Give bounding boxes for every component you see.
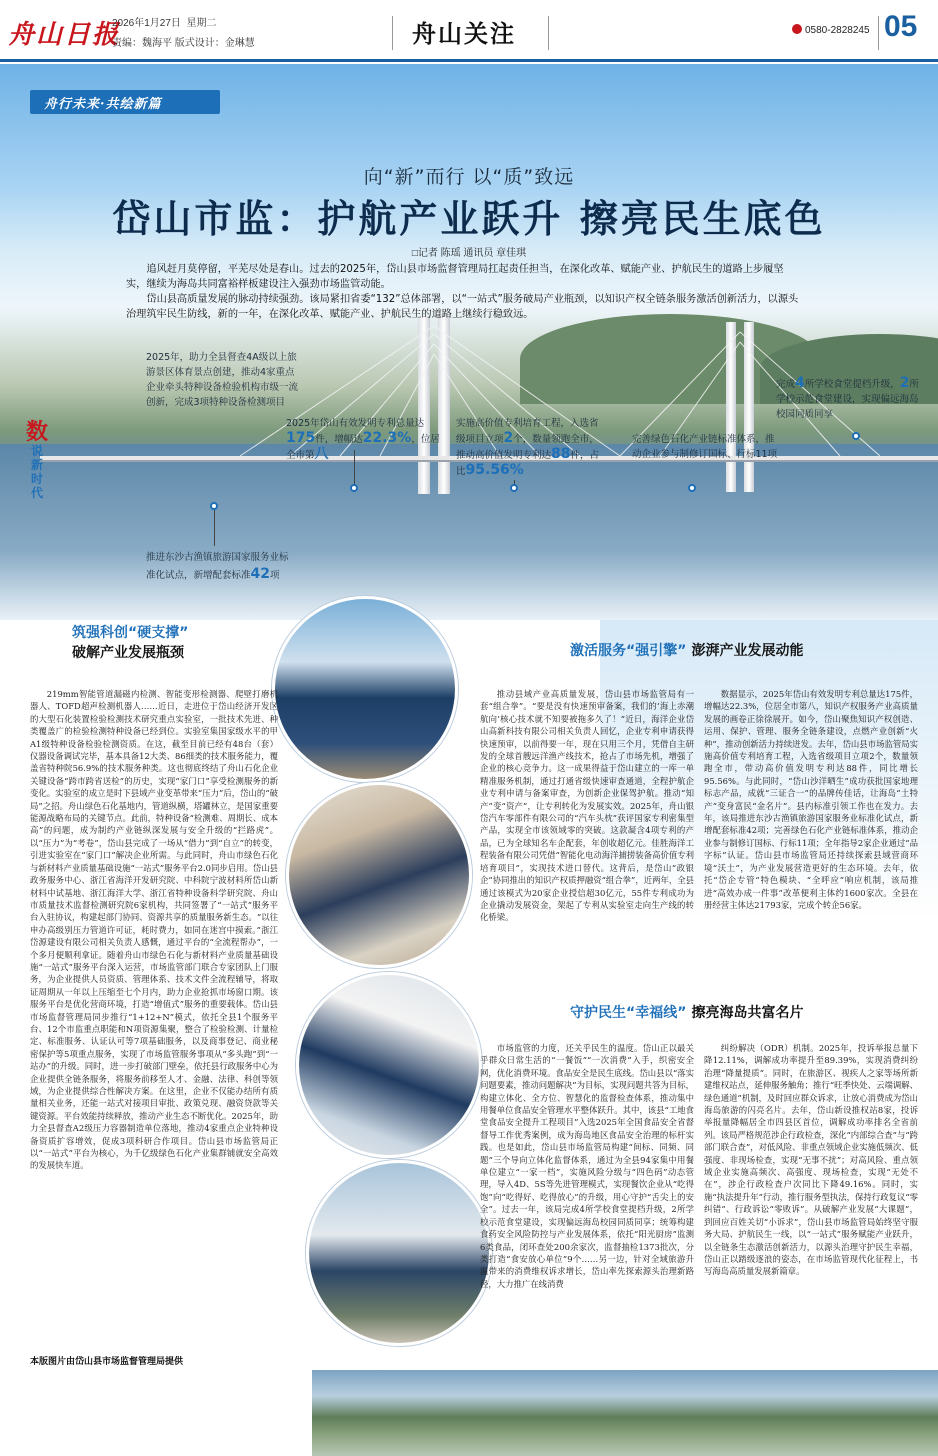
section-heading-accent: 守护民生“幸福线” (570, 1005, 687, 1021)
stat-callout-6 (146, 550, 294, 584)
newspaper-logo: 舟山日报 (8, 20, 121, 50)
photo-fill (309, 1163, 489, 1343)
stat-text: ，位居全市第 (286, 434, 440, 461)
stat-number: 22.3% (362, 430, 412, 446)
photo-credit: 本版图片由岱山县市场监督管理局提供 (30, 1357, 184, 1367)
photo-inspection-dock (272, 596, 458, 782)
photo-officers (306, 1160, 492, 1346)
issue-date (112, 14, 217, 29)
side-label (26, 420, 49, 500)
stat-number: 95.56% (465, 462, 524, 478)
photo-fill (275, 599, 455, 779)
article-column-3 (704, 688, 918, 990)
divider (392, 16, 393, 50)
coastline-photo (312, 1370, 938, 1456)
article-column-1 (30, 688, 278, 1350)
stat-text: 项 (270, 570, 280, 581)
hotline (792, 24, 870, 36)
callout-dot (688, 484, 696, 492)
side-label-text: 说新时代 (30, 444, 43, 500)
lead-text-2: 岱山县高质量发展的脉动持续强劲。该局紧扣省委“132”总体部署，以“一站式”服务破局产业瓶颈，以知识产权全链条服务激活创新活力，以源头治理筑牢民生防线，新的一年，在深化改革、赋能产业、护航民生的道路上继续行稳致远。 (126, 294, 799, 320)
stat-number: 88 (551, 446, 571, 462)
stat-number: 175 (286, 430, 316, 446)
phone-icon (792, 24, 802, 34)
stat-text: 完成 (776, 379, 796, 390)
stat-number: 4 (795, 375, 805, 391)
column-text: 推动县域产业高质量发展，岱山县市场监管局有一套“组合拳”。“要是没有快速预审备案，我们的‘海上赤潮航向’核心技术就不知要被拖多久了！”近日，海洋企业岱山高新科技有限公司相关负责人回忆，企业专利申请获得快速预审，以前得要一年，现在只用三个月，凭借自主研发的全球首艘远洋渔产线技术，抢占了市场先机，增强了企业的核心竞争力。这一成果得益于岱山建立的一库一单精准服务机制，通过打通省级快速审查通道，全程护航企业专利申请与备案审查，为创新企业保驾护航。推动“知产”变“资产”，让专利转化为发展实效。2025年，舟山银岱汽车零部件有限公司的“汽车头枕”获评国家专利密集型产品，实现全市该领域零的突破。这款凝含4项专利的产品，已为全球知名车企配套，年创收超亿元。佳胜海洋工程装备有限公司凭借“智能化电动海洋捕捞装备高价值专利培育项目”，实现技术进口替代。这背后，是岱山“政银企”协同推出的知识产权质押融资“组合拳”，近两年，全县通过该模式为20家企业授信超30亿元，55件专利成功为企业撬动发展资金，架起了专利从实验室走向生产线的转化桥梁。 (480, 689, 694, 923)
stat-text: 2025年岱山有效发明专利总量达 (286, 418, 425, 429)
photo-food-check (286, 782, 472, 968)
stat-callout-1: 2025年，助力全县督查4A级以上旅游景区体育景点创建，推动4家重点企业牵头特种设备检验机构市级一流创新，完成3项特种设备检测项目 (146, 352, 299, 408)
editor-credit: 责编：魏海平 版式设计：金琳慧 (112, 38, 255, 49)
masthead (0, 0, 938, 62)
phone-number: 0580-2828245 (805, 25, 870, 36)
hero-banner (0, 64, 938, 620)
stat-number: 42 (250, 566, 270, 582)
page-number: 05 (884, 10, 918, 43)
article-column-2 (480, 688, 694, 990)
article-column-4 (480, 1042, 694, 1366)
bridge-cables (0, 64, 938, 620)
divider (878, 16, 879, 50)
callout-dot (852, 432, 860, 440)
callout-dot (350, 484, 358, 492)
section-heading-2 (570, 640, 804, 660)
stat-text: 所学校食堂提档升级， (804, 379, 900, 390)
lead-text-1: 追风赶月莫停留，平芜尽处是春山。过去的2025年，岱山县市场监督管理局扛起责任担当，在深化改革、赋能产业、护航民生的道路上步履坚实，继续为海岛共同富裕样板建设注入强劲市场监管动能。 (126, 264, 784, 290)
section-title: 舟山关注 (412, 19, 516, 48)
section-heading-text: 破解产业发展瓶颈 (72, 645, 184, 661)
article-column-5 (704, 1042, 918, 1366)
section-heading-accent: 筑强科创“硬支撑” (72, 625, 189, 641)
callout-dot (210, 502, 218, 510)
section-heading-accent: 激活服务“强引擎” (570, 643, 687, 659)
section-heading-text: 擦亮海岛共富名片 (691, 1005, 804, 1021)
stat-callout-4: 完善绿色石化产业链标准体系，推动企业参与制修订国标、行标11项 (632, 434, 778, 460)
stat-number: 八 (314, 446, 329, 462)
photo-fill (289, 785, 469, 965)
callout-line (214, 506, 215, 546)
stat-text: 个，数量领跑全市，推动高价值发明专利达 (456, 434, 599, 461)
photo-fill (299, 975, 479, 1155)
stat-callout-3 (456, 416, 606, 479)
photo-lab-test (296, 972, 482, 1158)
weekday-text: 星期二 (186, 18, 217, 29)
column-text: 数据显示，2025年岱山有效发明专利总量达175件，增幅达22.3%，位居全市第八，知识产权服务产业高质量发展的画卷正徐徐展开。如今，岱山聚焦知识产权创造、运用、保护、管理、服务全链条建设，点燃产业创新“火种”，推动创新活力持续迸发。去年，岱山县市场监管局实施高价值专利培育工程，入选省级项目立项2个，数量领跑全市，带动高价值发明专利达88件，同比增长95.56%。与此同时，“岱山沙洋晒生”成功获批国家地理标志产品，成就“三证合一”的品牌传佳话，让海岛“土特产”变身富民“金名片”。县内标准引领工作也在发力。去年，该局推进东沙古渔镇旅游国家服务业标准化试点，新增配套标准42项；完善绿色石化产业链标准体系，推动企业参与制修订国标、行标11项；全年指导2家企业通过“品字标”认证。岱山县市场监管局还持续探索县域营商环境“沃土”，为产业发展营造更好的生态环境。去年，依托“岱企专管”特色模块、“全呼应”响应机制，该局推进“高效办成一件事”改革便利主体约1600家次。全县在册经营主体达21793家，完成个转企56家。 (704, 689, 918, 910)
stat-text: 件，占比 (456, 450, 600, 477)
column-tag-text: 舟行未来·共绘新篇 (44, 97, 162, 112)
lead-paragraph (126, 262, 802, 322)
stat-text: 实施高价值专利培育工程，入选省级项目立项 (456, 418, 599, 445)
column-text: 市场监管的力度，还关乎民生的温度。岱山正以最关乎群众日常生活的“一餐饭”“一次消费”入手，织密安全网，优化消费环境。食品安全是民生底线。岱山县以“落实问题要素，推动问题解决”为目标，实现问题共答为目标，构建立体化、全方位、智慧化的监督检查体系，推动集中用餐单位食品安全管理水平整体跃升。其中，该县“工地食堂食品安全提升工程项目”入选2025年全国食品安全省督督导工作优秀案例，成为海岛地区食品安全治理的标杆实践。也是如此，岱山县市场监管局构建“间标、同频、同题”三个导向立体化监督体系，通过为全县94家集中用餐单位建立“一家一档”，实施风险分级与“四色码”动态管理，导入4D、5S等先进管理模式，实现餐饮企业从“吃得饱”向“吃得好、吃得放心”的升级，用心守护“舌尖上的安全”。过去一年，该局完成4所学校食堂提档升级，2所学校示范食堂建设，实现偏远海岛校园同质同享；统筹构建食药安全风险防控与产业发展体系，依托“阳光厨房”监测6类食品，闭环查处200余家次，监督抽检1373批次，分类打造“食安放心单位”9个……另一边，针对全域旅游升温带来的消费维权诉求增长，岱山率先探索源头治理新路径，大力推广在线消费 (480, 1043, 694, 1289)
section-heading-1 (72, 622, 188, 662)
stat-text: 件，增幅达 (315, 434, 363, 445)
stat-callout-5 (776, 376, 920, 422)
section-heading-3 (570, 1002, 804, 1022)
date-text: 2026年1月27日 (112, 18, 181, 29)
stat-text: 推进东沙古渔镇旅游国家服务业标准化试点，新增配套标准 (146, 552, 289, 581)
headline: 岱山市监：护航产业跃升 擦亮民生底色 (112, 197, 826, 241)
side-label-big: 数 (26, 420, 49, 445)
stat-number: 2 (503, 430, 514, 446)
stat-text: 所学校示范食堂建设，实现偏远海岛校园同质同享 (776, 379, 920, 420)
divider (548, 16, 549, 50)
column-text: 纠纷解决（ODR）机制。2025年，投诉举报总量下降12.11%，调解成功率提升至89.39%，实现消费纠纷治理“降量提质”。同时，在旅游区、视疾人之家等场所新建维权站点，延伸服务触角；推行“旺季快处、云端调解、绿色通道”机制，及时回应群众诉求，让放心消费成为岱山海岛旅游的闪亮名片。去年，岱山新设推权站8家，投诉举报量降幅居全市四县区首位，调解成功率排名全省前列。该局严格规范涉企行政检查，深化“内部综合查”与“跨部门联合查”，对低风险、非重点领域企业实施低频次、低强度、非现场检查，实现“无事不扰”；对高风险、重点领域企业实施高频次、高强度、现场检查，实现“无处不在”，涉企行政检查户次同比下降49.16%。同时，实施“执法提升年”行动，推行服务型执法，保持行政复议“零纠错”、行政诉讼“零败诉”。从破解产业发展“大课题”，到回应百姓关切“小诉求”，岱山县市场监管局始终坚守服务大局、护航民生一线，以“一站式”服务赋能产业跃升，以全链条生态激活创新活力，以源头治理守护民生幸福，岱山正以踏级逐浪的姿态，在市场监管现代化征程上，书写海岛高质量发展新篇章。 (704, 1043, 918, 1277)
stat-callout-2 (286, 416, 444, 463)
section-heading-text: 澎湃产业发展动能 (691, 643, 804, 659)
callout-dot (510, 484, 518, 492)
byline: □记者 陈瑶 通讯员 章佳琪 (411, 248, 527, 259)
column-tag (30, 90, 220, 114)
column-text: 219mm智能管道漏磁内检测、智能变形检测器、爬壁打磨机器人、TOFD超声检测机器人……近日，走进位于岱山经济开发区的大型石化装置检验检测技术研究重点实验室，一批技术先进、种类覆盖广的检验检测特种设备已经到位。实验室集国家级水平的甲A1级特种设备检验检测资质。在这，截至目前已经有48台（套）仪器设备调试完毕，基本具备12大类、86细类的技术服务能力，覆盖省特种院56.9%的技术服务种类。这也彻底终结了舟山石化企业关键设备“跨市跨省送检”的历史，实现“家门口”享受检测服务的新变化。实验室的成立是时下县域产业变革带来“压力”后，岱山的“破局”之招。舟山绿色石化基地内，管道纵横，塔罐林立，是国家重要能源战略布局的关键节点。此前，特种设备“检测难、周期长、成本高”的问题，成为制约产业链纵深发展与安全升级的“拦路虎”。以“压力”为“考卷”，岱山县完成了一场从“借力”到“自立”的转变，引进实验室在“家门口”解决企业所需。与此同时，舟山市绿色石化与新材料产业质量基础设施“一站式”服务平台2.0同步启用。岱山县政务服务中心、浙江省海洋开发研究院、中科院宁波材料所岱山新材料中试基地、浙江海洋大学、浙江省特种设备科学研究院、舟山市质量技术监督检测研究院6家机构，共同签署了“一站式”服务平台入驻协议，构建起部门协同、资源共享的质量服务新生态。“以往申办高级别压力管道许可证，耗时费力，如同在迷宫中摸索。”浙江岱源建设有限公司相关负责人感慨，通过平台的“全流程帮办”，一个多月便顺利拿证。随着舟山市绿色石化与新材料产业质量基础设施“一站式”服务平台深入运营，市场监管部门联合专家团队上门服务，为企业提供人员资质、管理体系、技术文件全流程辅导，将取证周期从一年以上压缩至七个月内，助力企业抢抓市场窗口期。该服务平台是优化营商环境，打造“增值式”服务的重要载体。岱山县市场监督管理局同步推行“1+12+N”模式，依托全县1个服务平台、12个市监重点职能和N项资源集聚，整合了检验检测、计量检定、标准服务、认证认可等7项基础服务，以及商事登记、商业秘密保护等5项重点服务，实现了市场监管服务事项从“多头跑”到“一站办”的升级。同时，进一步打破部门壁垒，依托县行政服务中心为企业提供全链条服务，将服务前移至人才、金融、法律、科创等领域，为企业提供综合性解决方案。在这里，企业不仅能办结所有质量相关业务，还能一站式对接项目审批、政策兑现、融资贷款等关键资源。平台效能持续释放，推动产业生态不断优化。2025年，助力全县督查A2级压力容器制造单位落地，推动4家重点企业特种设备资质扩容增效，促成3项科研合作项目。岱山县市场监管局正以“一站式”平台为核心，为千亿级绿色石化产业集群铺就安全高效的发展快车道。 (30, 689, 278, 1171)
subheadline: 向“新”而行 以“质”致远 (363, 166, 575, 188)
stat-number: 2 (899, 375, 910, 391)
